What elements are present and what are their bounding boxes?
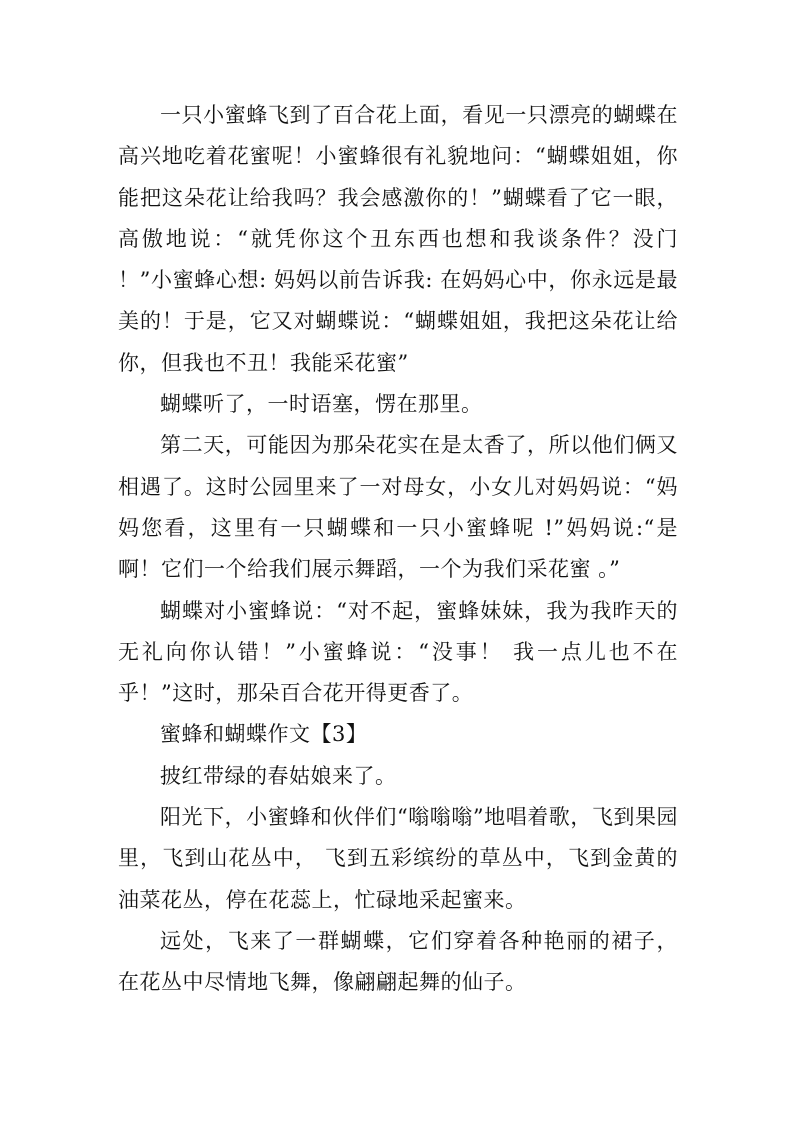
document-body [118, 95, 678, 1004]
paragraph-bee-asks-butterfly: 一只小蜜蜂飞到了百合花上面，看见一只漂亮的蝴蝶在高兴地吃着花蜜呢！小蜜蜂很有礼貌地问：“蝴蝶姐姐，你能把这朵花让给我吗？我会感激你的！”蝴蝶看了它一眼，高傲地说：“就凭你这个丑东西也想和我谈条件？没门 ！”小蜜蜂心想: 妈妈以前告诉我: 在妈妈心中，你永远是最美的！于是，它又对蝴蝶说：“蝴蝶姐姐，我把这朵花让给你，但我也不丑！我能采花蜜” [118, 103, 678, 375]
paragraph-bees-fly: 阳光下，小蜜蜂和伙伴们“嗡嗡嗡”地唱着歌，飞到果园里，飞到山花丛中， 飞到五彩缤纷的草丛中，飞到金黄的油菜花丛，停在花蕊上，忙碌地采起蜜来。 [118, 805, 678, 912]
paragraph-butterflies-dance: 远处，飞来了一群蝴蝶，它们穿着各种艳丽的裙子， 在花丛中尽情地飞舞，像翩翩起舞的仙子。 [118, 928, 678, 995]
paragraph-butterfly-apologizes: 蝴蝶对小蜜蜂说：“对不起，蜜蜂妹妹，我为我昨天的无礼向你认错！”小蜜蜂说：“没事！ 我一点儿也不在乎！”这时，那朵百合花开得更香了。 [118, 598, 678, 706]
section-heading: 蜜蜂和蝴蝶作文【3】 [160, 722, 368, 747]
paragraph-next-day: 第二天，可能因为那朵花实在是太香了，所以他们俩又相遇了。这时公园里来了一对母女，小女儿对妈妈说：“妈妈您看，这里有一只蝴蝶和一只小蜜蜂呢 !”妈妈说:“是啊！它们一个给我们展示舞蹈，一个为我们采花蜜 。” [118, 433, 678, 582]
paragraph-butterfly-speechless: 蝴蝶听了，一时语塞，愣在那里。 [160, 392, 483, 417]
paragraph-spring-arrives: 披红带绿的春姑娘来了。 [160, 763, 397, 788]
